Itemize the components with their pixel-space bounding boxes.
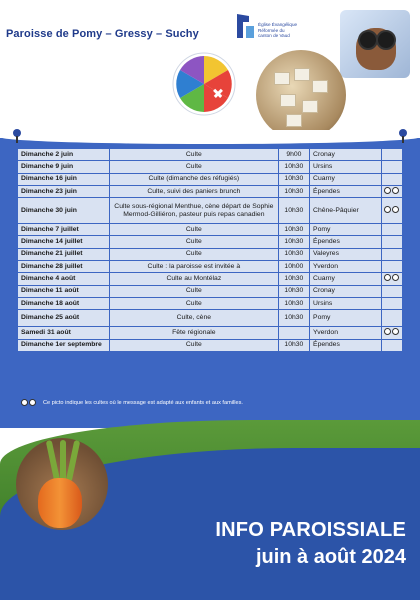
event-cell: Culte: [110, 224, 278, 235]
event-cell: Fête régionale: [110, 327, 278, 338]
event-cell: Culte: [110, 340, 278, 351]
date-cell: Samedi 31 août: [18, 327, 109, 338]
kids-cell: [382, 149, 402, 160]
kids-pictogram-icon: [383, 274, 401, 281]
event-cell: Culte au Montélaz: [110, 273, 278, 284]
event-cell: Culte: [110, 236, 278, 247]
kids-cell: [382, 261, 402, 272]
event-cell: Culte: [110, 161, 278, 172]
table-row: [18, 298, 402, 309]
table-row: [18, 327, 402, 338]
event-cell: Culte, suivi des paniers brunch: [110, 186, 278, 197]
table-row: [18, 224, 402, 235]
time-cell: 10h30: [279, 298, 309, 309]
date-cell: Dimanche 23 juin: [18, 186, 109, 197]
table-row: [18, 249, 402, 260]
table-row: [18, 198, 402, 223]
event-cell: Culte sous-régional Menthue, cène départ de Sophie Mermod-Gilliéron, pasteur puis repas canadien: [110, 198, 278, 223]
date-cell: Dimanche 7 juillet: [18, 224, 109, 235]
kids-cell: [382, 327, 402, 338]
table-row: [18, 273, 402, 284]
kids-pictogram-icon: [383, 328, 401, 335]
date-cell: Dimanche 1er septembre: [18, 340, 109, 351]
church-logo-icon: [234, 12, 256, 40]
place-cell: Chêne-Pâquier: [310, 198, 381, 223]
event-cell: Culte : la paroisse est invitée à: [110, 261, 278, 272]
kids-cell: [382, 298, 402, 309]
carrot-photo: [16, 438, 108, 530]
date-cell: Dimanche 16 juin: [18, 174, 109, 185]
place-cell: Ursins: [310, 161, 381, 172]
kids-cell: [382, 198, 402, 223]
time-cell: 10h30: [279, 310, 309, 326]
place-cell: Yverdon: [310, 261, 381, 272]
place-cell: Cronay: [310, 286, 381, 297]
footer-dates: juin à août 2024: [255, 546, 406, 568]
place-cell: Cuarny: [310, 174, 381, 185]
event-cell: Culte, cène: [110, 310, 278, 326]
event-cell: Culte: [110, 249, 278, 260]
time-cell: 10h30: [279, 224, 309, 235]
time-cell: 10h30: [279, 249, 309, 260]
church-logo-text: Église Évangélique Réformée du canton de Vaud: [258, 22, 298, 38]
time-cell: 10h30: [279, 286, 309, 297]
table-row: [18, 286, 402, 297]
date-cell: Dimanche 14 juillet: [18, 236, 109, 247]
table-row: [18, 149, 402, 160]
place-cell: Ursins: [310, 298, 381, 309]
kids-pictogram-icon: [383, 187, 401, 194]
date-cell: Dimanche 21 juillet: [18, 249, 109, 260]
footer-title: INFO PAROISSIALE: [215, 519, 406, 541]
brunch-table-photo: [256, 50, 346, 140]
kids-cell: [382, 236, 402, 247]
date-cell: Dimanche 9 juin: [18, 161, 109, 172]
kids-cell: [382, 161, 402, 172]
time-cell: 10h30: [279, 186, 309, 197]
time-cell: 10h30: [279, 236, 309, 247]
place-cell: Pomy: [310, 224, 381, 235]
parish-title: Paroisse de Pomy – Gressy – Suchy: [6, 28, 199, 40]
legend-text: Ce picto indique les cultes où le message est adapté aux enfants et aux familles.: [43, 399, 243, 406]
time-cell: [279, 327, 309, 338]
kids-cell: [382, 340, 402, 351]
kids-cell: [382, 310, 402, 326]
place-cell: Pomy: [310, 310, 381, 326]
date-cell: Dimanche 30 juin: [18, 198, 109, 223]
place-cell: Yverdon: [310, 327, 381, 338]
place-cell: Cronay: [310, 149, 381, 160]
date-cell: Dimanche 11 août: [18, 286, 109, 297]
place-cell: Valeyres: [310, 249, 381, 260]
time-cell: 10h30: [279, 198, 309, 223]
kids-cell: [382, 273, 402, 284]
event-cell: Culte: [110, 298, 278, 309]
kids-cell: [382, 224, 402, 235]
event-cell: Culte: [110, 286, 278, 297]
kids-cell: [382, 249, 402, 260]
time-cell: 10h30: [279, 340, 309, 351]
time-cell: 10h30: [279, 273, 309, 284]
date-cell: Dimanche 18 août: [18, 298, 109, 309]
place-cell: Cuarny: [310, 273, 381, 284]
time-cell: 9h00: [279, 149, 309, 160]
event-cell: Culte (dimanche des réfugiés): [110, 174, 278, 185]
place-cell: Épendes: [310, 236, 381, 247]
date-cell: Dimanche 4 août: [18, 273, 109, 284]
panel-edge: [0, 130, 420, 144]
table-row: [18, 174, 402, 185]
event-cell: Culte: [110, 149, 278, 160]
color-wheel-icon: [172, 52, 236, 116]
table-row: [18, 236, 402, 247]
kids-pictogram-icon: [383, 206, 401, 213]
kids-pictogram-icon: [20, 399, 38, 406]
schedule-table: [17, 148, 403, 352]
place-cell: Épendes: [310, 340, 381, 351]
kids-cell: [382, 286, 402, 297]
date-cell: Dimanche 28 juillet: [18, 261, 109, 272]
kids-cell: [382, 174, 402, 185]
time-cell: 10h00: [279, 261, 309, 272]
place-cell: Épendes: [310, 186, 381, 197]
pushpin-icon: [10, 128, 24, 144]
table-row: [18, 186, 402, 197]
pushpin-icon: [396, 128, 410, 144]
kids-cell: [382, 186, 402, 197]
child-binoculars-photo: [340, 10, 410, 78]
table-row: [18, 340, 402, 351]
date-cell: Dimanche 25 août: [18, 310, 109, 326]
legend: [20, 399, 243, 406]
table-row: [18, 310, 402, 326]
date-cell: Dimanche 2 juin: [18, 149, 109, 160]
table-row: [18, 161, 402, 172]
time-cell: 10h30: [279, 161, 309, 172]
table-row: [18, 261, 402, 272]
time-cell: 10h30: [279, 174, 309, 185]
